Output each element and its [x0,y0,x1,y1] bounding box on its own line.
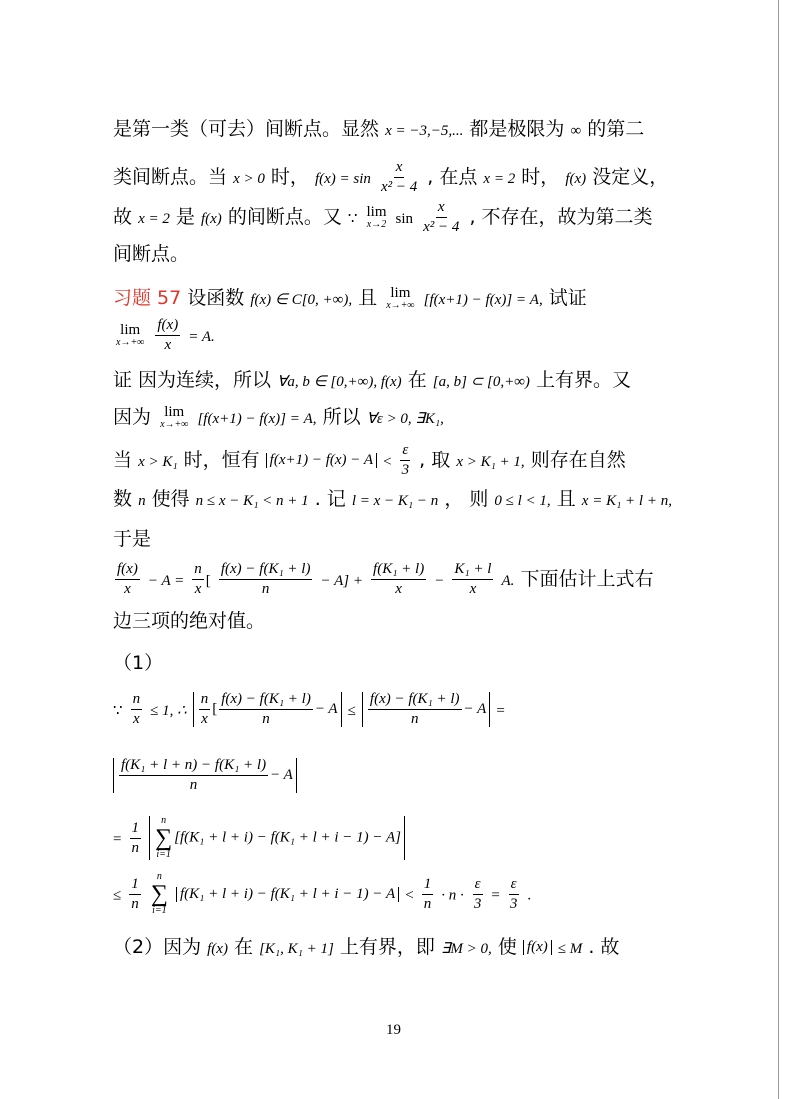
text: 都是极限为 [469,118,565,140]
text: . 故 [588,936,620,958]
math: f(x) [565,171,587,187]
limit: lim x→+∞ [116,322,145,348]
text: 且 [358,287,378,309]
text: 且 [556,488,576,510]
page-edge-line [778,0,779,1099]
page-number: 19 [386,1022,401,1038]
text: 类间断点。当 [113,166,228,188]
text-line-16 [113,758,297,793]
text-line-1 [113,120,644,139]
absolute-value: f(K₁ + l + i) − f(K₁ + l + i − 1) − A [176,887,399,902]
text: , 不存在，故为第二类 [469,206,653,228]
text-line-18 [113,872,531,916]
math: 0 ≤ l < 1, [494,493,551,509]
math: n ≤ x − K₁ < n + 1 [195,493,309,509]
absolute-value: $\frac{\text{f(K₁ + l + n) − f(K₁ + l)}}{n}$ − A [113,758,297,793]
math: x > K₁ [138,454,178,470]
math: ≤ [113,887,122,904]
text-line-14 [113,654,163,673]
absolute-value: $\frac{n}{x}$ [ $\frac{\text{f(x) − f(K₁ + l)}}{n}$ − A [193,692,342,727]
math: = [113,831,122,848]
math: x = −3,−5,... [385,123,464,139]
math: f(x) [200,211,222,227]
text: 下面估计上式右 [520,568,654,590]
math: − A = [147,573,185,589]
math: [K₁, K₁ + 1] [259,941,334,957]
text-line-15 [113,692,505,727]
text: 使 [497,936,517,958]
text-line-19 [113,938,619,957]
math: f(x) [207,941,228,957]
math: sin [395,211,414,227]
math: n [138,493,146,509]
summation-symbol: n ∑ i=1 [150,871,168,916]
summation-symbol: n ∑ i=1 [155,815,173,860]
math: f(x) = sin [314,171,371,187]
infinity-symbol: ∞ [570,123,582,139]
fraction: $\frac{\varepsilon}{3}$ [509,875,518,912]
text: 间断点。 [113,243,190,265]
text: 是 [175,206,195,228]
math: l = x − K₁ − n [351,493,439,509]
text: （1） [113,652,164,674]
math: . [527,887,532,904]
limit: lim x→+∞ [160,404,189,430]
math: = [496,703,505,719]
text-line-10 [113,490,672,509]
fraction: $\frac{1}{n}$ [423,875,432,912]
fraction: $\frac{f(x)}{x}$ [157,317,179,353]
text: 的间断点。又 [227,206,342,228]
text-line-3 [113,200,653,235]
math: ≤ 1, ∴ [150,703,187,719]
fraction: $\frac{\text{f(x) − f(K₁ + l)}}{n}$ [220,561,311,597]
text: 数 [113,488,133,510]
math: < [383,454,392,470]
text: 时，恒有 [183,449,260,471]
text-line-7 [113,371,631,390]
text-line-11 [113,530,151,549]
text-line-12: $\frac{f(x)}{x}$ − A = $\frac{n}{x}$ [ $\frac{\text{f(x) − f(K₁ + l)}}{n}$ − A] + $\frac{\text{f(K₁ + l)}}{x}$ − $\frac{\text{K₁ + l}}{x}$ A. 下面估计上式右 [117,561,654,597]
math: · n · [441,887,464,904]
exercise-heading [113,286,587,311]
text: 试证 [548,287,587,309]
text: 在 [234,936,254,958]
text: , 在点 [427,166,478,188]
text-line-6 [113,318,215,353]
fraction: $\frac{1}{n}$ [131,819,140,856]
text: 在 [407,369,427,391]
text: （2）因为 [113,936,202,958]
math: ≤ M [557,941,583,957]
fraction: $\frac{f(x)}{x}$ [117,561,138,597]
math: x = K₁ + l + n, [581,493,672,509]
math: = [491,887,500,904]
text: 故 [113,206,133,228]
fraction: $\frac{\varepsilon}{3}$ [401,442,410,478]
math: = A. [188,329,215,345]
fraction: $\frac{n}{x}$ [194,561,202,597]
text-line-4 [113,245,189,264]
absolute-value: f(x) [523,940,552,955]
text: 时， [270,166,309,188]
text: 上有界，即 [339,936,435,958]
text: 时， [521,166,560,188]
text-line-2 [113,160,668,195]
math: ≤ [347,703,356,719]
math: ∀ε > 0, ∃K₁, [366,411,444,427]
text: 没定义， [592,166,669,188]
math: x = 2 [483,171,516,187]
math: [f(x+1) − f(x)] = A, [423,292,543,308]
limit: lim x→+∞ [386,285,415,311]
math: f(x) ∈ C[0, +∞), [250,292,353,308]
text: ， 则 [444,488,489,510]
fraction: $\frac{\varepsilon}{3}$ [473,875,482,912]
math: x > K₁ + 1, [456,454,525,470]
exercise-label: 习题 57 [113,287,182,309]
text: 证 因为连续，所以 [113,369,272,391]
text: 因为 [113,406,152,428]
text: 设函数 [187,287,245,309]
fraction: $\frac{x}{\text{x² − 4}}$ [380,159,418,195]
text: 所以 [322,406,361,428]
text: 于是 [113,528,152,550]
text: 是第一类（可去）间断点。显然 [113,118,380,140]
text: 当 [113,449,133,471]
because-symbol: ∵ [347,211,358,227]
absolute-value: $\frac{\text{f(x) − f(K₁ + l)}}{n}$ − A [362,692,490,727]
limit: lim x→2 [366,204,387,230]
math: x = 2 [138,211,170,227]
fraction: $\frac{x}{\text{x² − 4}}$ [423,199,460,235]
text-line-13 [113,612,265,631]
text: 边三项的绝对值。 [113,610,266,632]
math: [f(x+1) − f(x)] = A, [197,411,317,427]
fraction: $\frac{n}{x}$ [132,691,141,727]
absolute-value: n ∑ i=1 [f(K₁ + l + i) − f(K₁ + l + i − 1) − A] [149,816,405,860]
text-line-9 [113,443,626,478]
math: − A] + [320,573,363,589]
because-symbol: ∵ [113,703,123,719]
text: , 取 [419,449,451,471]
math: A. [501,573,515,589]
text: 的第二 [587,118,645,140]
fraction: $\frac{\text{f(K₁ + l)}}{x}$ [373,561,425,597]
absolute-value: f(x+1) − f(x) − A [266,453,377,468]
math: x > 0 [233,171,265,187]
math: ∀a, b ∈ [0,+∞), f(x) [277,374,402,390]
math: − [434,573,445,589]
text: 则存在自然 [530,449,626,471]
text: . 记 [314,488,346,510]
math: [a, b] ⊂ [0,+∞) [432,374,530,390]
math: < [405,887,414,904]
text: 使得 [151,488,190,510]
text: 上有界。又 [535,369,631,391]
fraction: $\frac{1}{n}$ [131,875,139,912]
text-line-8 [113,405,444,430]
text-line-17 [113,816,405,860]
fraction: $\frac{\text{K₁ + l}}{x}$ [454,561,492,597]
math: ∃M > 0, [440,941,492,957]
